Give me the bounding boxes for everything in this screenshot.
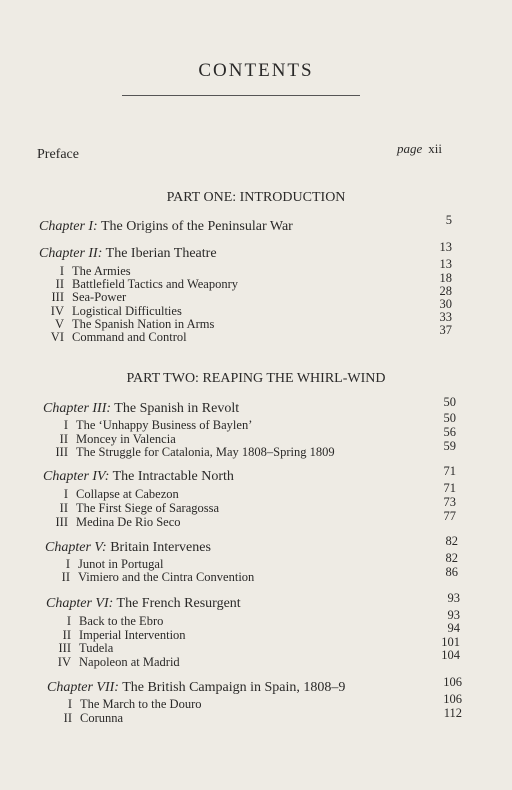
- section-title: Moncey in Valencia: [76, 432, 176, 446]
- section-title: Tudela: [79, 641, 114, 655]
- section-title: Sea-Power: [72, 290, 127, 304]
- chapter-title: The Origins of the Peninsular War: [100, 219, 293, 234]
- section-number: II: [63, 711, 72, 725]
- section-entry: [42, 487, 179, 502]
- preface-label: Preface: [37, 147, 79, 162]
- chapter-page-number: 82: [445, 534, 458, 548]
- section-entry: [42, 445, 335, 460]
- section-title: The Armies: [72, 264, 131, 278]
- section-number: III: [58, 641, 71, 655]
- section-page-number: 101: [441, 635, 460, 649]
- chapter-label: Chapter I:: [39, 219, 98, 234]
- section-title: The Struggle for Catalonia, May 1808–Spring 1809: [76, 445, 335, 459]
- section-number: II: [59, 501, 68, 515]
- section-entry: [46, 697, 202, 712]
- chapter-title: The Iberian Theatre: [105, 246, 217, 261]
- section-page-number: 59: [443, 439, 456, 453]
- section-number: I: [63, 487, 68, 501]
- section-title: Collapse at Cabezon: [76, 487, 179, 501]
- section-number: I: [66, 614, 71, 628]
- section-number: I: [63, 418, 68, 432]
- section-page-number: 37: [439, 323, 452, 337]
- section-title: Back to the Ebro: [79, 614, 164, 628]
- section-page-number: 33: [439, 310, 452, 324]
- chapter-page-number: 50: [443, 395, 456, 409]
- section-entry: [45, 641, 113, 656]
- chapter-label: Chapter IV:: [43, 469, 110, 484]
- section-number: II: [61, 570, 70, 584]
- chapter-label: Chapter II:: [39, 246, 103, 261]
- section-number: V: [54, 317, 64, 331]
- section-entry: [38, 290, 126, 305]
- section-page-number: 94: [447, 621, 460, 635]
- chapter-page-number: 93: [447, 591, 460, 605]
- preface-page-number: xii: [428, 141, 443, 156]
- chapter-1-entry: [39, 219, 293, 235]
- section-title: Logistical Difficulties: [72, 304, 182, 318]
- chapter-label: Chapter VI:: [46, 596, 114, 611]
- section-number: I: [67, 697, 72, 711]
- section-entry: [45, 614, 163, 629]
- section-entry: [42, 418, 252, 433]
- section-page-number: 86: [445, 565, 458, 579]
- section-entry: [38, 330, 187, 345]
- section-page-number: 77: [443, 509, 456, 523]
- chapter-label: Chapter VII:: [47, 680, 119, 695]
- section-number: III: [55, 445, 68, 459]
- chapter-page-number: 106: [443, 675, 462, 689]
- chapter-title: The French Resurgent: [116, 596, 241, 611]
- section-page-number: 104: [441, 648, 460, 662]
- section-page-number: 18: [439, 271, 452, 285]
- section-entry: [45, 655, 180, 670]
- section-page-number: 73: [443, 495, 456, 509]
- part-two-heading: PART TWO: REAPING THE WHIRL-WIND: [126, 371, 386, 386]
- section-page-number: 50: [443, 411, 456, 425]
- section-page-number: 71: [443, 481, 456, 495]
- section-entry: [42, 515, 181, 530]
- title-rule: [122, 95, 360, 96]
- chapter-page-number: 71: [443, 464, 456, 478]
- section-number: I: [59, 264, 64, 278]
- chapter-4-entry: [43, 469, 234, 485]
- section-number: III: [51, 290, 64, 304]
- section-page-number: 112: [443, 706, 462, 720]
- section-title: Command and Control: [72, 330, 187, 344]
- section-page-number: 28: [439, 284, 452, 298]
- section-title: Junot in Portugal: [78, 557, 164, 571]
- section-page-number: 13: [439, 257, 452, 271]
- section-page-number: 82: [445, 551, 458, 565]
- section-title: Napoleon at Madrid: [79, 655, 180, 669]
- section-number: III: [55, 515, 68, 529]
- section-number: IV: [57, 655, 71, 669]
- section-page-number: 56: [443, 425, 456, 439]
- section-number: VI: [50, 330, 64, 344]
- section-page-number: 30: [439, 297, 452, 311]
- section-number: I: [65, 557, 70, 571]
- section-title: Imperial Intervention: [79, 628, 186, 642]
- section-title: Vimiero and the Cintra Convention: [78, 570, 255, 584]
- section-title: The ‘Unhappy Business of Baylen’: [76, 418, 253, 432]
- section-number: IV: [50, 304, 64, 318]
- chapter-label: Chapter V:: [45, 540, 107, 555]
- page-title: CONTENTS: [198, 60, 314, 81]
- section-entry: [42, 501, 219, 516]
- chapter-page-number: 5: [445, 213, 452, 227]
- section-title: The Spanish Nation in Arms: [72, 317, 215, 331]
- chapter-2-entry: [39, 246, 217, 262]
- part-one-heading: PART ONE: INTRODUCTION: [166, 190, 346, 205]
- section-number: II: [55, 277, 64, 291]
- section-title: The March to the Douro: [80, 697, 202, 711]
- section-title: Corunna: [80, 711, 124, 725]
- chapter-title: The British Campaign in Spain, 1808–9: [122, 680, 346, 695]
- page-word: page: [397, 141, 423, 156]
- section-number: II: [62, 628, 71, 642]
- section-title: The First Siege of Saragossa: [76, 501, 220, 515]
- section-page-number: 106: [443, 692, 462, 706]
- section-entry: [46, 711, 123, 726]
- chapter-6-entry: [46, 596, 241, 612]
- section-entry: [44, 570, 254, 585]
- section-title: Medina De Rio Seco: [76, 515, 181, 529]
- section-number: II: [59, 432, 68, 446]
- chapter-3-entry: [43, 401, 239, 417]
- section-title: Battlefield Tactics and Weaponry: [72, 277, 239, 291]
- chapter-title: The Intractable North: [112, 469, 234, 484]
- chapter-title: The Spanish in Revolt: [114, 401, 240, 416]
- chapter-title: Britain Intervenes: [110, 540, 211, 555]
- chapter-label: Chapter III:: [43, 401, 112, 416]
- section-page-number: 93: [447, 608, 460, 622]
- preface-page: [397, 141, 442, 157]
- chapter-7-entry: [47, 680, 345, 696]
- chapter-5-entry: [45, 540, 211, 556]
- chapter-page-number: 13: [439, 240, 452, 254]
